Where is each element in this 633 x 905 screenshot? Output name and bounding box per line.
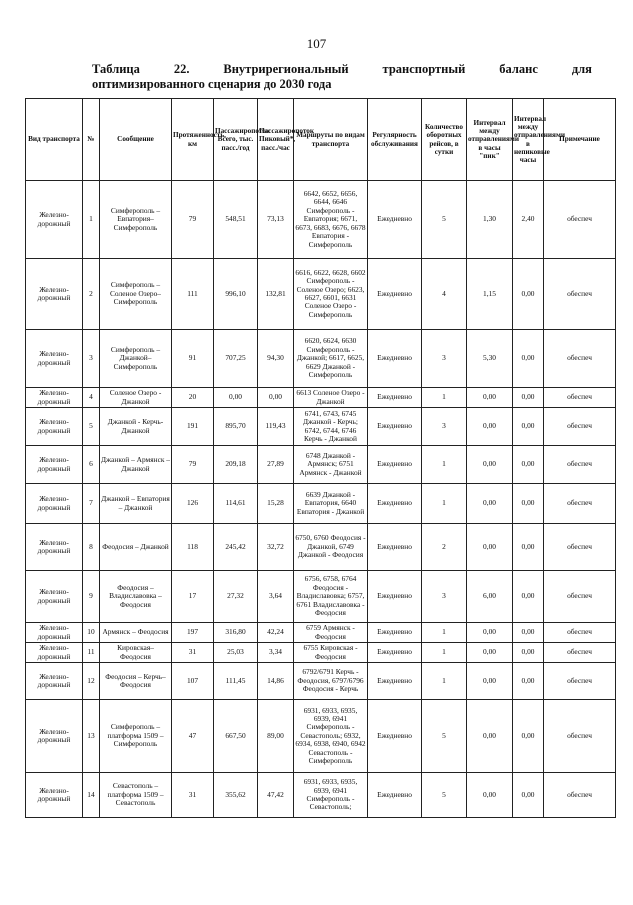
- cell-int1: 0,00: [467, 643, 513, 663]
- cell-prot: 197: [172, 623, 214, 643]
- cell-prim: обеспеч: [544, 643, 616, 663]
- cell-soob: Джанкой – Евпатория – Джанкой: [100, 484, 172, 524]
- cell-num: 5: [83, 408, 100, 446]
- table-row: [26, 643, 616, 663]
- cell-routes: 6616, 6622, 6628, 6602 Симферополь - Соленое Озеро; 6623, 6627, 6601, 6631 Соленое Озеро - Симферополь: [294, 259, 368, 330]
- cell-routes: 6741, 6743, 6745 Джанкой - Керчь; 6742, 6744, 6746 Керчь - Джанкой: [294, 408, 368, 446]
- cell-reg: Ежедневно: [368, 259, 422, 330]
- table-header-row: [26, 99, 616, 181]
- cell-int2: 0,00: [513, 388, 544, 408]
- cell-pass: 245,42: [214, 524, 258, 571]
- cell-prim: обеспеч: [544, 623, 616, 643]
- table-row: [26, 388, 616, 408]
- caption-word-2: транспортный: [382, 62, 466, 76]
- cell-prot: 118: [172, 524, 214, 571]
- cell-prot: 17: [172, 571, 214, 623]
- cell-kol: 1: [422, 623, 467, 643]
- header-routes: Маршруты по видам транспорта: [294, 99, 368, 181]
- cell-routes: 6750, 6760 Феодосия - Джанкой, 6749 Джанкой - Феодосия: [294, 524, 368, 571]
- cell-routes: 6748 Джанкой - Армянск; 6751 Армянск - Джанкой: [294, 446, 368, 484]
- cell-int2: 0,00: [513, 700, 544, 773]
- table-row: [26, 259, 616, 330]
- cell-kol: 3: [422, 408, 467, 446]
- cell-routes: 6620, 6624, 6630 Симферополь - Джанкой; 6617, 6625, 6629 Джанкой - Симферополь: [294, 330, 368, 388]
- cell-reg: Ежедневно: [368, 388, 422, 408]
- cell-routes: 6931, 6933, 6935, 6939, 6941 Симферополь - Севастополь; 6932, 6934, 6938, 6940, 6942 Севастополь - Симферополь: [294, 700, 368, 773]
- cell-vid: Железно-дорожный: [26, 259, 83, 330]
- cell-prim: обеспеч: [544, 330, 616, 388]
- cell-kol: 5: [422, 773, 467, 818]
- header-int1: Интервал между отправлениями в часы "пик": [467, 99, 513, 181]
- cell-int1: 1,15: [467, 259, 513, 330]
- header-reg: Регулярность обслуживания: [368, 99, 422, 181]
- cell-kol: 1: [422, 663, 467, 700]
- cell-pass: 355,62: [214, 773, 258, 818]
- cell-routes: 6642, 6652, 6656, 6644, 6646 Симферополь - Евпатория; 6671, 6673, 6683, 6676, 6678 Евпатория - Симферополь: [294, 181, 368, 259]
- caption-line-2: оптимизированного сценария до 2030 года: [92, 77, 332, 91]
- cell-vid: Железно-дорожный: [26, 571, 83, 623]
- table-row: [26, 700, 616, 773]
- cell-int2: 0,00: [513, 259, 544, 330]
- cell-soob: Джанкой – Армянск – Джанкой: [100, 446, 172, 484]
- cell-pik: 47,42: [258, 773, 294, 818]
- cell-num: 11: [83, 643, 100, 663]
- caption-word-4: для: [571, 62, 592, 76]
- cell-routes: 6792/6791 Керчь - Феодосия, 6797/6796 Феодосия - Керчь: [294, 663, 368, 700]
- header-vid: Вид транспорта: [26, 99, 83, 181]
- cell-prim: обеспеч: [544, 524, 616, 571]
- cell-int2: 0,00: [513, 524, 544, 571]
- cell-pass: 114,61: [214, 484, 258, 524]
- cell-int1: 6,00: [467, 571, 513, 623]
- cell-int1: 0,00: [467, 773, 513, 818]
- cell-pik: 0,00: [258, 388, 294, 408]
- cell-prim: обеспеч: [544, 663, 616, 700]
- cell-reg: Ежедневно: [368, 330, 422, 388]
- cell-prim: обеспеч: [544, 181, 616, 259]
- cell-num: 3: [83, 330, 100, 388]
- cell-num: 4: [83, 388, 100, 408]
- header-prim: Примечание: [544, 99, 616, 181]
- transport-balance-table: [25, 98, 616, 818]
- cell-int2: 2,40: [513, 181, 544, 259]
- cell-prot: 31: [172, 773, 214, 818]
- cell-pass: 209,18: [214, 446, 258, 484]
- cell-int1: 0,00: [467, 388, 513, 408]
- cell-reg: Ежедневно: [368, 408, 422, 446]
- table-row: [26, 330, 616, 388]
- cell-pass: 707,25: [214, 330, 258, 388]
- table-row: [26, 773, 616, 818]
- cell-pik: 15,28: [258, 484, 294, 524]
- cell-pik: 27,89: [258, 446, 294, 484]
- cell-soob: Феодосия – Джанкой: [100, 524, 172, 571]
- table-body: [26, 181, 616, 818]
- cell-num: 2: [83, 259, 100, 330]
- cell-prot: 107: [172, 663, 214, 700]
- header-num: №: [83, 99, 100, 181]
- cell-prim: обеспеч: [544, 259, 616, 330]
- cell-vid: Железно-дорожный: [26, 524, 83, 571]
- header-prot: Протяженность, км: [172, 99, 214, 181]
- cell-reg: Ежедневно: [368, 700, 422, 773]
- cell-pik: 89,00: [258, 700, 294, 773]
- cell-reg: Ежедневно: [368, 181, 422, 259]
- cell-reg: Ежедневно: [368, 773, 422, 818]
- cell-int1: 0,00: [467, 663, 513, 700]
- cell-kol: 2: [422, 524, 467, 571]
- cell-prot: 47: [172, 700, 214, 773]
- cell-routes: 6759 Армянск - Феодосия: [294, 623, 368, 643]
- cell-soob: Джанкой - Керчь- Джанкой: [100, 408, 172, 446]
- cell-kol: 3: [422, 571, 467, 623]
- cell-int2: 0,00: [513, 623, 544, 643]
- cell-kol: 1: [422, 484, 467, 524]
- cell-num: 9: [83, 571, 100, 623]
- cell-reg: Ежедневно: [368, 643, 422, 663]
- caption-table-number: 22.: [173, 62, 190, 76]
- cell-vid: Железно-дорожный: [26, 643, 83, 663]
- cell-int2: 0,00: [513, 330, 544, 388]
- cell-int1: 0,00: [467, 524, 513, 571]
- cell-int2: 0,00: [513, 446, 544, 484]
- cell-soob: Армянск – Феодосия: [100, 623, 172, 643]
- table-row: [26, 446, 616, 484]
- cell-num: 14: [83, 773, 100, 818]
- cell-pass: 316,80: [214, 623, 258, 643]
- cell-routes: 6755 Кировская - Феодосия: [294, 643, 368, 663]
- cell-routes: 6639 Джанкой - Евпатория, 6640 Евпатория - Джанкой: [294, 484, 368, 524]
- cell-prot: 79: [172, 446, 214, 484]
- cell-prim: обеспеч: [544, 408, 616, 446]
- cell-num: 12: [83, 663, 100, 700]
- cell-kol: 5: [422, 700, 467, 773]
- table-row: [26, 408, 616, 446]
- cell-prot: 111: [172, 259, 214, 330]
- cell-soob: Симферополь – Соленое Озеро– Симферополь: [100, 259, 172, 330]
- cell-int2: 0,00: [513, 408, 544, 446]
- cell-int2: 0,00: [513, 571, 544, 623]
- table-row: [26, 623, 616, 643]
- cell-int1: 0,00: [467, 700, 513, 773]
- cell-prim: обеспеч: [544, 446, 616, 484]
- cell-int1: 5,30: [467, 330, 513, 388]
- cell-soob: Феодосия – Владиславовка – Феодосия: [100, 571, 172, 623]
- cell-int2: 0,00: [513, 663, 544, 700]
- cell-kol: 3: [422, 330, 467, 388]
- cell-routes: 6756, 6758, 6764 Феодосия - Владиславовка; 6757, 6761 Владиславовка - Феодосия: [294, 571, 368, 623]
- cell-num: 7: [83, 484, 100, 524]
- header-pass: Пассажиропоток Всего, тыс. пасс./год: [214, 99, 258, 181]
- cell-pass: 895,70: [214, 408, 258, 446]
- cell-soob: Симферополь – Евпатория– Симферополь: [100, 181, 172, 259]
- cell-prim: обеспеч: [544, 773, 616, 818]
- cell-int1: 1,30: [467, 181, 513, 259]
- cell-prot: 31: [172, 643, 214, 663]
- cell-pik: 73,13: [258, 181, 294, 259]
- cell-pass: 25,03: [214, 643, 258, 663]
- cell-vid: Железно-дорожный: [26, 330, 83, 388]
- cell-prot: 126: [172, 484, 214, 524]
- header-int2: Интервал между отправлениями в непиковые часы: [513, 99, 544, 181]
- cell-int1: 0,00: [467, 623, 513, 643]
- cell-pass: 667,50: [214, 700, 258, 773]
- cell-reg: Ежедневно: [368, 623, 422, 643]
- cell-pass: 548,51: [214, 181, 258, 259]
- header-soob: Сообщение: [100, 99, 172, 181]
- cell-prot: 191: [172, 408, 214, 446]
- cell-pass: 996,10: [214, 259, 258, 330]
- cell-num: 1: [83, 181, 100, 259]
- cell-routes: 6931, 6933, 6935, 6939, 6941 Симферополь - Севастополь;: [294, 773, 368, 818]
- cell-vid: Железно-дорожный: [26, 773, 83, 818]
- cell-reg: Ежедневно: [368, 524, 422, 571]
- page-number: 107: [306, 36, 327, 51]
- cell-num: 10: [83, 623, 100, 643]
- cell-pass: 0,00: [214, 388, 258, 408]
- cell-int1: 0,00: [467, 408, 513, 446]
- cell-prot: 79: [172, 181, 214, 259]
- cell-vid: Железно-дорожный: [26, 663, 83, 700]
- cell-pik: 94,30: [258, 330, 294, 388]
- cell-vid: Железно-дорожный: [26, 408, 83, 446]
- caption-word-3: баланс: [499, 62, 538, 76]
- cell-num: 8: [83, 524, 100, 571]
- cell-soob: Севастополь – платформа 1509 – Севастополь: [100, 773, 172, 818]
- cell-vid: Железно-дорожный: [26, 181, 83, 259]
- caption-word-1: Внутрирегиональный: [223, 62, 349, 76]
- cell-num: 6: [83, 446, 100, 484]
- cell-prim: обеспеч: [544, 571, 616, 623]
- cell-pik: 132,81: [258, 259, 294, 330]
- cell-int2: 0,00: [513, 643, 544, 663]
- cell-kol: 5: [422, 181, 467, 259]
- cell-vid: Железно-дорожный: [26, 700, 83, 773]
- cell-prim: обеспеч: [544, 484, 616, 524]
- header-kol: Количество оборотных рейсов, в сутки: [422, 99, 467, 181]
- cell-int2: 0,00: [513, 484, 544, 524]
- cell-soob: Соленое Озеро - Джанкой: [100, 388, 172, 408]
- cell-reg: Ежедневно: [368, 446, 422, 484]
- cell-vid: Железно-дорожный: [26, 446, 83, 484]
- cell-prot: 20: [172, 388, 214, 408]
- table-row: [26, 181, 616, 259]
- cell-pass: 111,45: [214, 663, 258, 700]
- cell-soob: Феодосия – Керчь– Феодосия: [100, 663, 172, 700]
- cell-int1: 0,00: [467, 484, 513, 524]
- cell-prim: обеспеч: [544, 700, 616, 773]
- cell-num: 13: [83, 700, 100, 773]
- cell-pik: 3,34: [258, 643, 294, 663]
- cell-pass: 27,32: [214, 571, 258, 623]
- cell-reg: Ежедневно: [368, 663, 422, 700]
- cell-soob: Симферополь – Джанкой– Симферополь: [100, 330, 172, 388]
- cell-pik: 3,64: [258, 571, 294, 623]
- cell-kol: 4: [422, 259, 467, 330]
- table-caption: [92, 62, 592, 92]
- table-row: [26, 524, 616, 571]
- cell-pik: 119,43: [258, 408, 294, 446]
- caption-table-word: Таблица: [92, 62, 140, 76]
- cell-vid: Железно-дорожный: [26, 484, 83, 524]
- table-row: [26, 484, 616, 524]
- table-row: [26, 571, 616, 623]
- cell-kol: 1: [422, 643, 467, 663]
- cell-kol: 1: [422, 446, 467, 484]
- cell-routes: 6613 Соленое Озеро - Джанкой: [294, 388, 368, 408]
- cell-int2: 0,00: [513, 773, 544, 818]
- cell-prot: 91: [172, 330, 214, 388]
- table-row: [26, 663, 616, 700]
- cell-pik: 32,72: [258, 524, 294, 571]
- cell-reg: Ежедневно: [368, 571, 422, 623]
- cell-pik: 42,24: [258, 623, 294, 643]
- cell-int1: 0,00: [467, 446, 513, 484]
- cell-kol: 1: [422, 388, 467, 408]
- cell-soob: Симферополь – платформа 1509 – Симферополь: [100, 700, 172, 773]
- cell-soob: Кировская– Феодосия: [100, 643, 172, 663]
- cell-vid: Железно-дорожный: [26, 388, 83, 408]
- cell-prim: обеспеч: [544, 388, 616, 408]
- cell-pik: 14,86: [258, 663, 294, 700]
- header-pik: Пассажиропоток Пиковый*, пасс./час: [258, 99, 294, 181]
- cell-vid: Железно-дорожный: [26, 623, 83, 643]
- cell-reg: Ежедневно: [368, 484, 422, 524]
